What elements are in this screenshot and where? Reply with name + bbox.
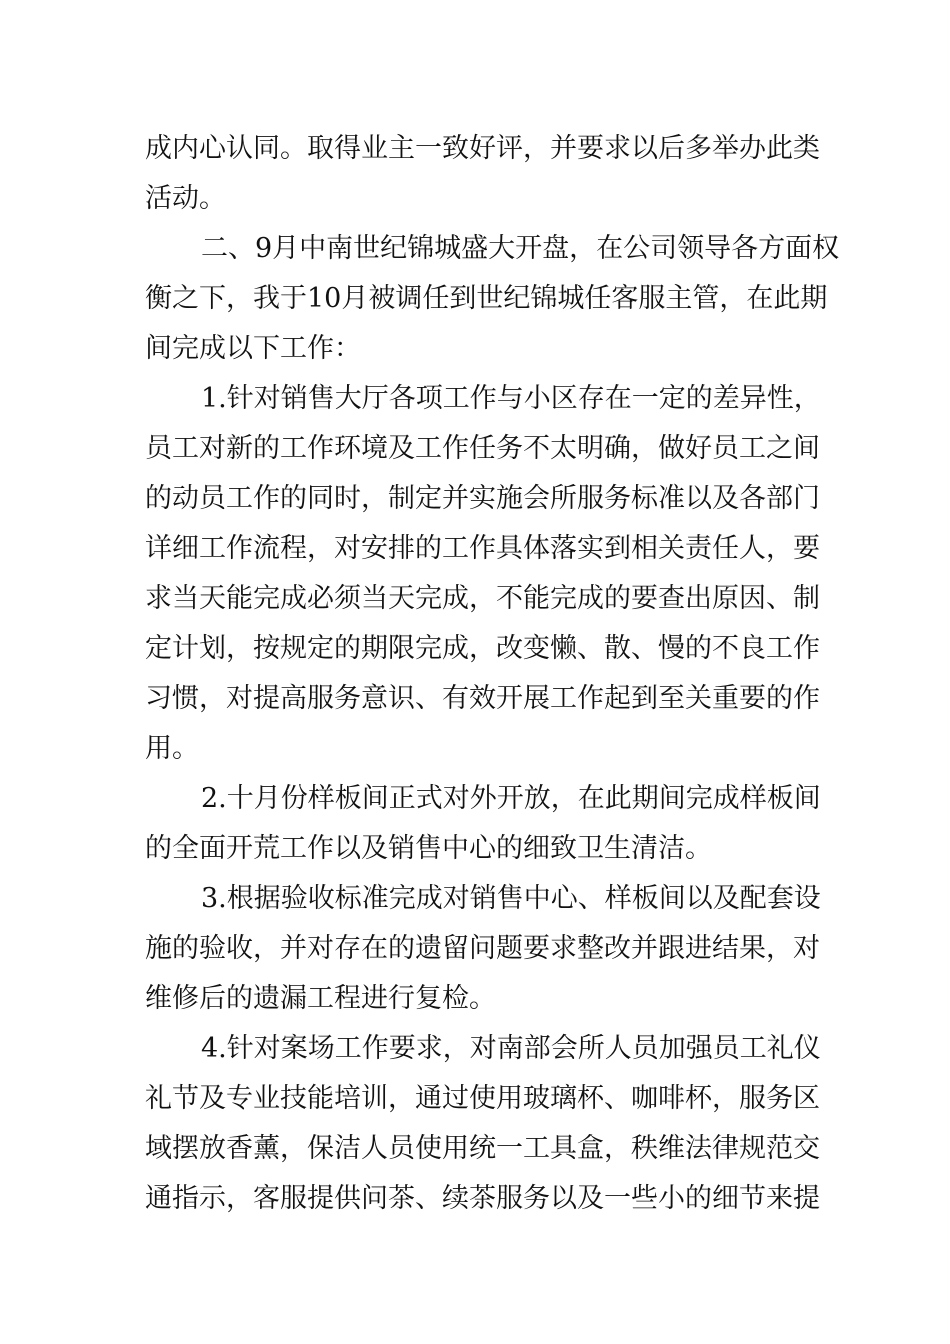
text-line: 域摆放香薰，保洁人员使用统一工具盒，秩维法律规范交 xyxy=(145,1133,820,1164)
text-line: 通指示，客服提供问茶、续茶服务以及一些小的细节来提 xyxy=(145,1183,820,1214)
text-line: 维修后的遗漏工程进行复检。 xyxy=(145,983,496,1014)
paragraph-start-line: 4.针对案场工作要求，对南部会所人员加强员工礼仪 xyxy=(201,1033,821,1064)
paragraph-start-line: 3.根据验收标准完成对销售中心、样板间以及配套设 xyxy=(201,883,821,914)
text-line: 的全面开荒工作以及销售中心的细致卫生清洁。 xyxy=(145,833,712,864)
text-line: 成内心认同。取得业主一致好评，并要求以后多举办此类 xyxy=(145,133,820,164)
text-line: 定计划，按规定的期限完成，改变懒、散、慢的不良工作 xyxy=(145,633,820,664)
text-line: 的动员工作的同时，制定并实施会所服务标准以及各部门 xyxy=(145,483,820,514)
text-line: 施的验收，并对存在的遗留问题要求整改并跟进结果，对 xyxy=(145,933,820,964)
paragraph-start-line: 1.针对销售大厅各项工作与小区存在一定的差异性， xyxy=(201,383,821,414)
text-line: 习惯，对提高服务意识、有效开展工作起到至关重要的作 xyxy=(145,683,820,714)
text-line: 详细工作流程，对安排的工作具体落实到相关责任人，要 xyxy=(145,533,820,564)
text-line: 活动。 xyxy=(145,183,226,214)
paragraph-start-line: 二、9月中南世纪锦城盛大开盘，在公司领导各方面权 xyxy=(201,233,840,264)
text-line: 用。 xyxy=(145,733,199,764)
paragraph-start-line: 2.十月份样板间正式对外开放，在此期间完成样板间 xyxy=(201,783,821,814)
text-line: 求当天能完成必须当天完成，不能完成的要查出原因、制 xyxy=(145,583,820,614)
text-line: 衡之下，我于10月被调任到世纪锦城任客服主管，在此期 xyxy=(145,283,828,314)
text-line: 员工对新的工作环境及工作任务不太明确，做好员工之间 xyxy=(145,433,820,464)
text-line: 间完成以下工作： xyxy=(145,333,361,364)
text-line: 礼节及专业技能培训，通过使用玻璃杯、咖啡杯，服务区 xyxy=(145,1083,820,1114)
